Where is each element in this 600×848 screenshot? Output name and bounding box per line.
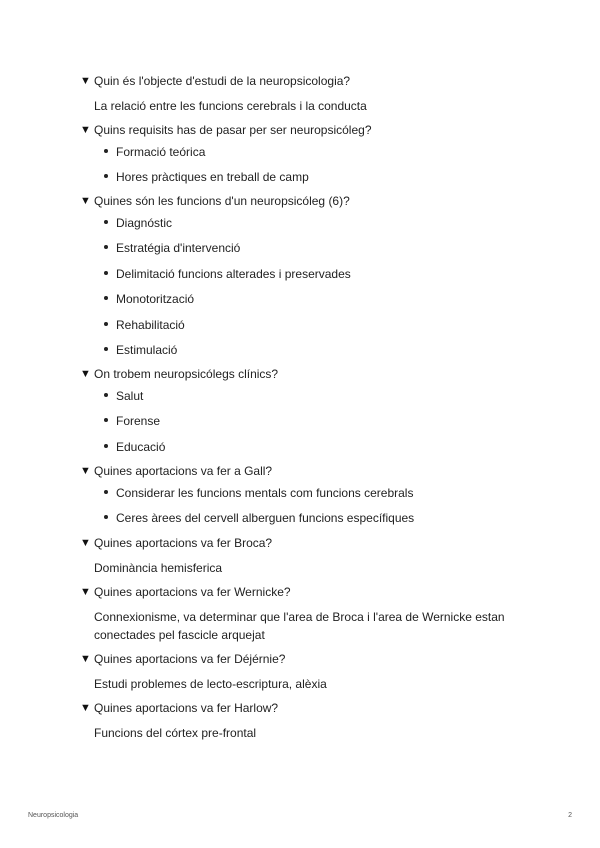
bullet-icon xyxy=(104,490,108,494)
answer-content xyxy=(94,715,520,750)
bullet-list xyxy=(94,478,520,530)
bullet-icon xyxy=(104,296,108,300)
list-item xyxy=(104,286,520,311)
bullet-icon xyxy=(104,418,108,422)
toggle-header[interactable] xyxy=(80,464,520,478)
answer-text: Connexionisme, va determinar que l'area de Broca i l'area de Wernicke estan conectades pel fascicle arquejat xyxy=(94,609,505,642)
list-item-text: Formació teórica xyxy=(116,145,206,159)
bullet-icon xyxy=(104,174,108,178)
toggle-arrow-icon[interactable]: ▼ xyxy=(80,465,91,478)
toggle-header[interactable] xyxy=(80,194,520,208)
list-item xyxy=(104,408,520,433)
bullet-list xyxy=(94,381,520,459)
answer-content xyxy=(94,550,520,585)
footer-title: Neuropsicologia xyxy=(28,812,79,819)
answer-content xyxy=(94,666,520,701)
toggle-block xyxy=(80,464,520,535)
question-text: On trobem neuropsicólegs clínics? xyxy=(94,367,279,382)
toggle-header[interactable] xyxy=(80,123,520,137)
toggle-block xyxy=(80,367,520,464)
question-text: Quines aportacions va fer Déjérnie? xyxy=(94,651,286,666)
toggle-header[interactable] xyxy=(80,701,520,715)
answer-content xyxy=(94,381,520,464)
answer-content xyxy=(94,88,520,123)
answer-text: La relació entre les funcions cerebrals i la conducta xyxy=(94,99,367,113)
list-item xyxy=(104,312,520,337)
list-item xyxy=(104,208,520,235)
toggle-block xyxy=(80,536,520,585)
answer-content xyxy=(94,599,520,652)
list-item xyxy=(104,164,520,189)
toggle-header[interactable] xyxy=(80,367,520,381)
toggle-header[interactable] xyxy=(80,536,520,550)
list-item xyxy=(104,434,520,459)
list-item xyxy=(104,381,520,408)
answer-content xyxy=(94,478,520,535)
toggle-arrow-icon[interactable]: ▼ xyxy=(80,701,91,714)
list-item-text: Forense xyxy=(116,414,161,429)
question-text: Quines aportacions va fer Broca? xyxy=(94,535,273,550)
toggle-arrow-icon[interactable]: ▼ xyxy=(80,368,91,381)
question-text: Quines aportacions va fer a Gall? xyxy=(94,464,273,479)
list-item-text: Educació xyxy=(116,439,166,454)
bullet-icon xyxy=(104,271,108,275)
bullet-list xyxy=(94,137,520,189)
toggle-block xyxy=(80,123,520,194)
page-footer xyxy=(28,812,572,819)
list-item-text: Rehabilitació xyxy=(116,317,185,332)
list-item xyxy=(104,137,520,164)
question-text: Quins requisits has de pasar per ser neuropsicóleg? xyxy=(94,123,372,137)
toggle-block xyxy=(80,74,520,123)
list-item-text: Considerar les funcions mentals com funcions cerebrals xyxy=(116,486,414,501)
bullet-icon xyxy=(104,322,108,326)
question-text: Quines aportacions va fer Harlow? xyxy=(94,700,279,715)
list-item-text: Ceres àrees del cervell alberguen funcions específiques xyxy=(116,511,415,526)
toggle-arrow-icon[interactable]: ▼ xyxy=(80,75,91,87)
question-text: Quines aportacions va fer Wernicke? xyxy=(94,584,291,599)
toggle-arrow-icon[interactable]: ▼ xyxy=(80,536,91,549)
question-text: Quines són les funcions d'un neuropsicóleg (6)? xyxy=(94,194,350,209)
bullet-list xyxy=(94,208,520,362)
toggle-arrow-icon[interactable]: ▼ xyxy=(80,585,91,598)
list-item xyxy=(104,337,520,362)
bullet-icon xyxy=(104,149,108,153)
toggle-block xyxy=(80,585,520,652)
toggle-arrow-icon[interactable]: ▼ xyxy=(80,124,91,136)
toggle-arrow-icon[interactable]: ▼ xyxy=(80,652,91,665)
page-number: 2 xyxy=(568,812,572,819)
list-item-text: Estimulació xyxy=(116,342,178,357)
bullet-icon xyxy=(104,515,108,519)
list-item-text: Hores pràctiques en treball de camp xyxy=(116,170,309,184)
toggle-block xyxy=(80,652,520,701)
answer-text: Funcions del córtex pre-frontal xyxy=(94,725,257,740)
toggle-arrow-icon[interactable]: ▼ xyxy=(80,195,91,208)
toggle-header[interactable] xyxy=(80,585,520,599)
toggle-block xyxy=(80,701,520,750)
answer-content xyxy=(94,208,520,367)
answer-text: Estudi problemes de lecto-escriptura, alèxia xyxy=(94,676,327,691)
list-item xyxy=(104,261,520,286)
bullet-icon xyxy=(104,444,108,448)
bullet-icon xyxy=(104,347,108,351)
list-item-text: Estratégia d'intervenció xyxy=(116,241,241,256)
bullet-icon xyxy=(104,245,108,249)
list-item xyxy=(104,478,520,505)
question-text: Quin és l'objecte d'estudi de la neuropsicologia? xyxy=(94,74,351,88)
list-item-text: Salut xyxy=(116,389,144,404)
toggle-block xyxy=(80,194,520,367)
toggle-header[interactable] xyxy=(80,652,520,666)
answer-content xyxy=(94,137,520,194)
list-item-text: Monotorització xyxy=(116,292,195,307)
document-body xyxy=(80,74,520,750)
list-item-text: Delimitació funcions alterades i preservades xyxy=(116,266,351,281)
bullet-icon xyxy=(104,220,108,224)
bullet-icon xyxy=(104,393,108,397)
toggle-header[interactable] xyxy=(80,74,520,88)
list-item-text: Diagnóstic xyxy=(116,216,173,231)
answer-text: Dominància hemisferica xyxy=(94,560,223,575)
list-item xyxy=(104,505,520,530)
list-item xyxy=(104,235,520,260)
